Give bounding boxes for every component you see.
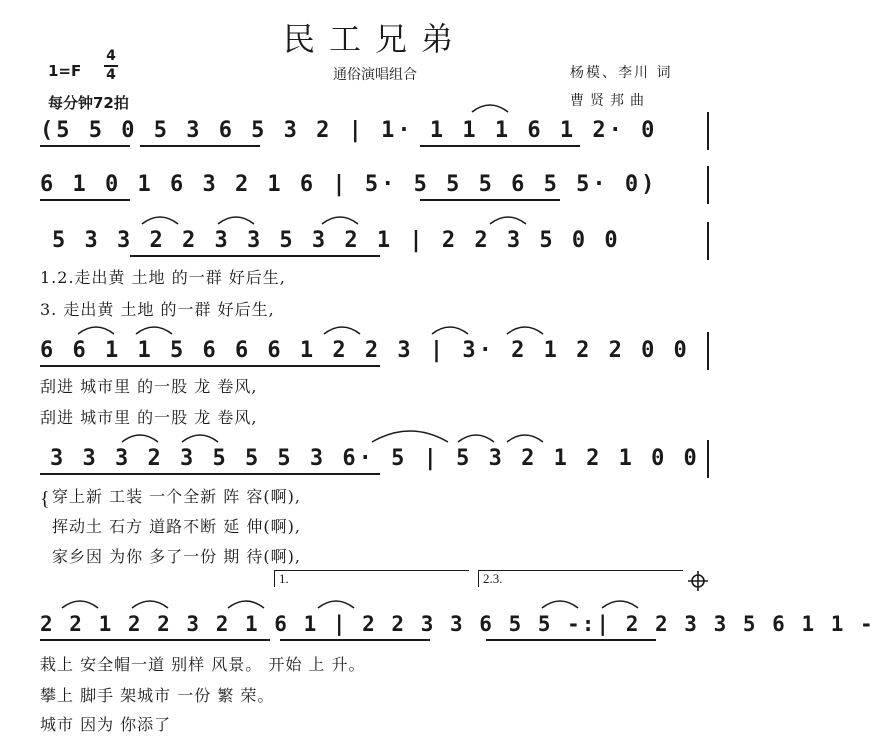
beam-1 — [40, 145, 130, 147]
line-end-bar-1 — [707, 112, 709, 150]
slur-20 — [540, 596, 580, 610]
slur-21 — [600, 596, 640, 610]
beam-3 — [420, 145, 580, 147]
notation-line-1: (5 5 0 5 3 6 5 3 2 | 1· 1 1 1 6 1 2· 0 — [40, 118, 658, 143]
beam-8 — [40, 473, 380, 475]
slur-2 — [140, 212, 180, 226]
beam-9 — [40, 639, 270, 641]
notation-line-5: 3 3 3 2 3 5 5 5 3 6· 5 | 5 3 2 1 2 1 0 0 — [50, 446, 700, 471]
beam-5 — [420, 199, 560, 201]
beam-11 — [486, 639, 656, 641]
beam-6 — [130, 255, 380, 257]
slur-16 — [60, 596, 100, 610]
composer-credit: 曹贤邦曲 — [570, 93, 650, 109]
slur-5 — [488, 212, 528, 226]
lyric-line-5-verse-1: 穿上新 工装 一个全新 阵 容(啊), — [52, 487, 301, 506]
line-end-bar-5 — [707, 440, 709, 478]
line-end-bar-3 — [707, 222, 709, 260]
lyric-line-6-verse-3: 城市 因为 你添了 — [40, 715, 172, 734]
slur-19 — [316, 596, 356, 610]
slur-14 — [456, 430, 496, 444]
tempo-marking: 每分钟72拍 — [48, 94, 129, 112]
slur-6 — [76, 322, 116, 336]
slur-7 — [134, 322, 174, 336]
slur-9 — [430, 322, 470, 336]
lyric-line-4-verse-2: 刮进 城市里 的一股 龙 卷风, — [40, 408, 258, 427]
slur-1 — [470, 100, 510, 114]
second-ending-bracket: 2.3. — [478, 570, 683, 587]
verse-brace: { — [40, 488, 50, 510]
slur-17 — [130, 596, 170, 610]
slur-18 — [226, 596, 266, 610]
lyric-line-3-verse-3: 3. 走出黄 土地 的一群 好后生, — [40, 300, 275, 319]
time-top: 4 — [106, 48, 116, 64]
slur-4 — [320, 212, 360, 226]
slur-3 — [216, 212, 256, 226]
lyric-line-6-verse-1: 栽上 安全帽一道 别样 风景。 开始 上 升。 — [40, 655, 366, 674]
slur-12 — [180, 430, 220, 444]
line-end-bar-4 — [707, 332, 709, 370]
notation-line-3: 5 3 3 2 2 3 3 5 3 2 1 | 2 2 3 5 0 0 — [52, 228, 621, 253]
lyric-line-3-verse-1: 1.2.走出黄 土地 的一群 好后生, — [40, 268, 286, 287]
slur-8 — [322, 322, 362, 336]
slur-10 — [505, 322, 545, 336]
lyricist-credit: 杨模、李川 词 — [570, 65, 673, 81]
beam-7 — [40, 365, 380, 367]
coda-icon — [688, 571, 708, 591]
song-title: 民工兄弟 — [282, 20, 467, 58]
beam-2 — [140, 145, 260, 147]
performer-label: 通俗演唱组合 — [333, 67, 417, 83]
lyric-line-4-verse-1: 刮进 城市里 的一股 龙 卷风, — [40, 377, 258, 396]
lyric-line-5-verse-3: 家乡因 为你 多了一份 期 待(啊), — [52, 547, 301, 566]
line-end-bar-2 — [707, 166, 709, 204]
key-signature: 1=F — [48, 62, 82, 80]
first-ending-bracket: 1. — [274, 570, 469, 587]
slur-13 — [370, 424, 450, 444]
notation-line-4: 6 6 1 1 5 6 6 6 1 2 2 3 | 3· 2 1 2 2 0 0 — [40, 338, 690, 363]
beam-4 — [40, 199, 130, 201]
lyric-line-5-verse-2: 挥动土 石方 道路不断 延 伸(啊), — [52, 517, 301, 536]
slur-11 — [120, 430, 160, 444]
time-bottom: 4 — [106, 67, 116, 83]
beam-10 — [280, 639, 430, 641]
notation-line-6: 2 2 1 2 2 3 2 1 6 1 | 2 2 3 3 6 5 5 -:| 2 2 3 3 5 6 1 1 - — [40, 612, 875, 636]
lyric-line-6-verse-2: 攀上 脚手 架城市 一份 繁 荣。 — [40, 686, 275, 705]
slur-15 — [505, 430, 545, 444]
notation-line-2: 6 1 0 1 6 3 2 1 6 | 5· 5 5 5 6 5 5· 0) — [40, 172, 658, 197]
